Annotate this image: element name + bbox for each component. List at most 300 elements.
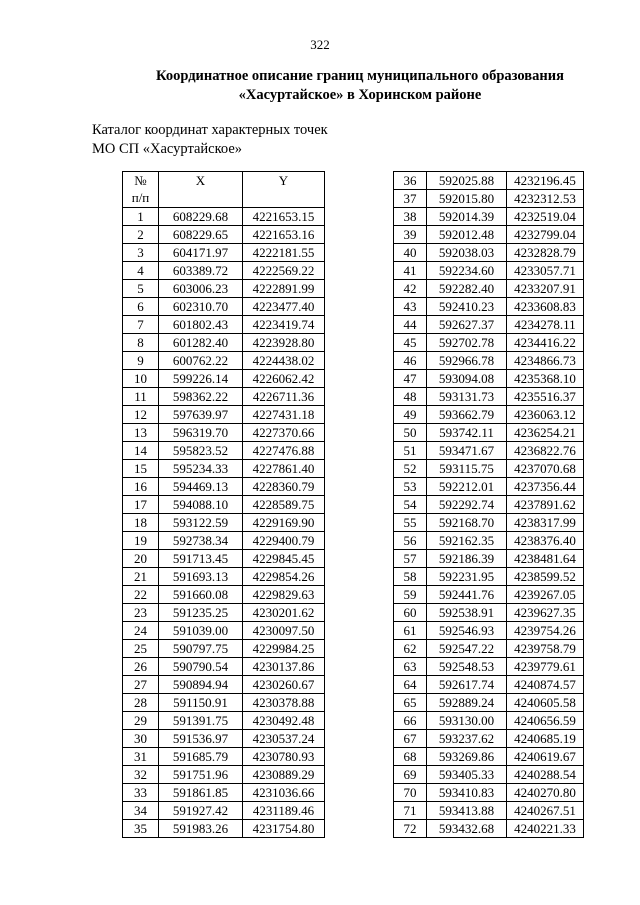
y-coordinate-cell: 4230889.29 [243, 766, 325, 784]
y-coordinate-cell: 4222181.55 [243, 244, 325, 262]
point-number-cell: 59 [394, 586, 427, 604]
x-coordinate-cell: 608229.68 [159, 208, 243, 226]
table-row [394, 550, 584, 568]
x-coordinate-cell: 592966.78 [427, 352, 507, 370]
x-coordinate-cell: 592234.60 [427, 262, 507, 280]
catalog-line-2: МО СП «Хасуртайское» [92, 141, 243, 157]
table-row [394, 532, 584, 550]
point-number-cell: 49 [394, 406, 427, 424]
point-number-cell: 69 [394, 766, 427, 784]
point-number-cell: 24 [123, 622, 159, 640]
y-coordinate-cell: 4238376.40 [507, 532, 584, 550]
y-coordinate-cell: 4230537.24 [243, 730, 325, 748]
table-row [123, 802, 325, 820]
x-coordinate-cell: 592546.93 [427, 622, 507, 640]
table-row [394, 802, 584, 820]
table-row [394, 442, 584, 460]
table-row [123, 784, 325, 802]
table-row [123, 424, 325, 442]
point-number-cell: 58 [394, 568, 427, 586]
point-number-cell: 25 [123, 640, 159, 658]
point-number-cell: 62 [394, 640, 427, 658]
x-coordinate-cell: 593130.00 [427, 712, 507, 730]
table-row [394, 640, 584, 658]
point-number-cell: 20 [123, 550, 159, 568]
x-coordinate-cell: 598362.22 [159, 388, 243, 406]
table-row [123, 640, 325, 658]
point-number-cell: 12 [123, 406, 159, 424]
x-coordinate-cell: 591150.91 [159, 694, 243, 712]
point-number-cell: 18 [123, 514, 159, 532]
y-coordinate-cell: 4232799.04 [507, 226, 584, 244]
y-coordinate-cell: 4240605.58 [507, 694, 584, 712]
point-number-cell: 5 [123, 280, 159, 298]
y-coordinate-cell: 4233608.83 [507, 298, 584, 316]
y-coordinate-cell: 4230378.88 [243, 694, 325, 712]
y-coordinate-cell: 4240874.57 [507, 676, 584, 694]
x-coordinate-cell: 597639.97 [159, 406, 243, 424]
y-coordinate-cell: 4236254.21 [507, 424, 584, 442]
header-number [123, 172, 159, 208]
y-coordinate-cell: 4230260.67 [243, 676, 325, 694]
x-coordinate-cell: 591861.85 [159, 784, 243, 802]
table-row [123, 820, 325, 838]
x-coordinate-cell: 592014.39 [427, 208, 507, 226]
table-row [123, 748, 325, 766]
y-coordinate-cell: 4229829.63 [243, 586, 325, 604]
point-number-cell: 65 [394, 694, 427, 712]
table-row [394, 658, 584, 676]
table-row [123, 586, 325, 604]
y-coordinate-cell: 4240656.59 [507, 712, 584, 730]
table-row [123, 316, 325, 334]
y-coordinate-cell: 4227370.66 [243, 424, 325, 442]
y-coordinate-cell: 4237891.62 [507, 496, 584, 514]
x-coordinate-cell: 591660.08 [159, 586, 243, 604]
point-number-cell: 8 [123, 334, 159, 352]
point-number-cell: 11 [123, 388, 159, 406]
catalog-heading [92, 121, 328, 159]
x-coordinate-cell: 592168.70 [427, 514, 507, 532]
point-number-cell: 30 [123, 730, 159, 748]
catalog-line-1: Каталог координат характерных точек [92, 122, 328, 138]
point-number-cell: 42 [394, 280, 427, 298]
table-row [123, 208, 325, 226]
x-coordinate-cell: 592702.78 [427, 334, 507, 352]
y-coordinate-cell: 4239758.79 [507, 640, 584, 658]
y-coordinate-cell: 4221653.15 [243, 208, 325, 226]
x-coordinate-cell: 601802.43 [159, 316, 243, 334]
point-number-cell: 36 [394, 172, 427, 190]
y-coordinate-cell: 4231036.66 [243, 784, 325, 802]
y-coordinate-cell: 4236063.12 [507, 406, 584, 424]
table-row [123, 712, 325, 730]
x-coordinate-cell: 599226.14 [159, 370, 243, 388]
table-row [123, 514, 325, 532]
point-number-cell: 48 [394, 388, 427, 406]
table-row [123, 370, 325, 388]
table-row [394, 622, 584, 640]
x-coordinate-cell: 603389.72 [159, 262, 243, 280]
y-coordinate-cell: 4239754.26 [507, 622, 584, 640]
table-row [394, 712, 584, 730]
x-coordinate-cell: 591983.26 [159, 820, 243, 838]
y-coordinate-cell: 4235368.10 [507, 370, 584, 388]
y-coordinate-cell: 4232196.45 [507, 172, 584, 190]
x-coordinate-cell: 592186.39 [427, 550, 507, 568]
x-coordinate-cell: 592015.80 [427, 190, 507, 208]
header-number-line-1: № [134, 173, 147, 188]
point-number-cell: 3 [123, 244, 159, 262]
x-coordinate-cell: 594088.10 [159, 496, 243, 514]
table-row [394, 460, 584, 478]
point-number-cell: 51 [394, 442, 427, 460]
point-number-cell: 15 [123, 460, 159, 478]
x-coordinate-cell: 592012.48 [427, 226, 507, 244]
y-coordinate-cell: 4227431.18 [243, 406, 325, 424]
table-row [394, 226, 584, 244]
x-coordinate-cell: 593237.62 [427, 730, 507, 748]
y-coordinate-cell: 4238599.52 [507, 568, 584, 586]
x-coordinate-cell: 592548.53 [427, 658, 507, 676]
y-coordinate-cell: 4222891.99 [243, 280, 325, 298]
point-number-cell: 66 [394, 712, 427, 730]
y-coordinate-cell: 4226062.42 [243, 370, 325, 388]
point-number-cell: 37 [394, 190, 427, 208]
point-number-cell: 47 [394, 370, 427, 388]
y-coordinate-cell: 4233057.71 [507, 262, 584, 280]
x-coordinate-cell: 596319.70 [159, 424, 243, 442]
y-coordinate-cell: 4240270.80 [507, 784, 584, 802]
y-coordinate-cell: 4240221.33 [507, 820, 584, 838]
coordinates-table-right [393, 171, 584, 838]
x-coordinate-cell: 593269.86 [427, 748, 507, 766]
table-row [394, 766, 584, 784]
point-number-cell: 26 [123, 658, 159, 676]
x-coordinate-cell: 595823.52 [159, 442, 243, 460]
x-coordinate-cell: 593094.08 [427, 370, 507, 388]
table-header-row [123, 172, 325, 208]
header-x: X [159, 172, 243, 208]
point-number-cell: 50 [394, 424, 427, 442]
point-number-cell: 34 [123, 802, 159, 820]
y-coordinate-cell: 4229400.79 [243, 532, 325, 550]
x-coordinate-cell: 592889.24 [427, 694, 507, 712]
point-number-cell: 56 [394, 532, 427, 550]
table-row [123, 730, 325, 748]
point-number-cell: 16 [123, 478, 159, 496]
x-coordinate-cell: 591693.13 [159, 568, 243, 586]
table-row [394, 262, 584, 280]
y-coordinate-cell: 4231754.80 [243, 820, 325, 838]
point-number-cell: 55 [394, 514, 427, 532]
table-row [394, 424, 584, 442]
x-coordinate-cell: 592292.74 [427, 496, 507, 514]
page-number: 322 [310, 37, 330, 52]
x-coordinate-cell: 593131.73 [427, 388, 507, 406]
table-row [394, 478, 584, 496]
table-row [123, 658, 325, 676]
point-number-cell: 1 [123, 208, 159, 226]
table-row [394, 298, 584, 316]
y-coordinate-cell: 4229169.90 [243, 514, 325, 532]
table-row [394, 496, 584, 514]
point-number-cell: 27 [123, 676, 159, 694]
table-row [123, 334, 325, 352]
table-row [123, 262, 325, 280]
table-row [394, 172, 584, 190]
y-coordinate-cell: 4226711.36 [243, 388, 325, 406]
x-coordinate-cell: 591536.97 [159, 730, 243, 748]
table-row [394, 730, 584, 748]
table-row [123, 460, 325, 478]
point-number-cell: 9 [123, 352, 159, 370]
table-row [394, 370, 584, 388]
y-coordinate-cell: 4228360.79 [243, 478, 325, 496]
point-number-cell: 53 [394, 478, 427, 496]
table-row [394, 586, 584, 604]
point-number-cell: 38 [394, 208, 427, 226]
y-coordinate-cell: 4223477.40 [243, 298, 325, 316]
document-title [0, 67, 640, 105]
table-row [123, 622, 325, 640]
point-number-cell: 33 [123, 784, 159, 802]
table-row [394, 352, 584, 370]
point-number-cell: 52 [394, 460, 427, 478]
point-number-cell: 17 [123, 496, 159, 514]
table-row [394, 280, 584, 298]
point-number-cell: 7 [123, 316, 159, 334]
y-coordinate-cell: 4221653.16 [243, 226, 325, 244]
table-row [394, 676, 584, 694]
y-coordinate-cell: 4237070.68 [507, 460, 584, 478]
y-coordinate-cell: 4240267.51 [507, 802, 584, 820]
table-row [123, 532, 325, 550]
point-number-cell: 22 [123, 586, 159, 604]
x-coordinate-cell: 591713.45 [159, 550, 243, 568]
y-coordinate-cell: 4227861.40 [243, 460, 325, 478]
point-number-cell: 57 [394, 550, 427, 568]
y-coordinate-cell: 4228589.75 [243, 496, 325, 514]
y-coordinate-cell: 4237356.44 [507, 478, 584, 496]
point-number-cell: 64 [394, 676, 427, 694]
y-coordinate-cell: 4234416.22 [507, 334, 584, 352]
x-coordinate-cell: 592162.35 [427, 532, 507, 550]
y-coordinate-cell: 4239627.35 [507, 604, 584, 622]
y-coordinate-cell: 4240685.19 [507, 730, 584, 748]
table-row [394, 604, 584, 622]
header-number-line-2: п/п [131, 190, 150, 205]
x-coordinate-cell: 591391.75 [159, 712, 243, 730]
y-coordinate-cell: 4223928.80 [243, 334, 325, 352]
y-coordinate-cell: 4230201.62 [243, 604, 325, 622]
x-coordinate-cell: 592441.76 [427, 586, 507, 604]
point-number-cell: 2 [123, 226, 159, 244]
point-number-cell: 43 [394, 298, 427, 316]
x-coordinate-cell: 592627.37 [427, 316, 507, 334]
y-coordinate-cell: 4232519.04 [507, 208, 584, 226]
table-row [394, 694, 584, 712]
x-coordinate-cell: 600762.22 [159, 352, 243, 370]
x-coordinate-cell: 593405.33 [427, 766, 507, 784]
x-coordinate-cell: 593662.79 [427, 406, 507, 424]
point-number-cell: 19 [123, 532, 159, 550]
table-row [394, 568, 584, 586]
y-coordinate-cell: 4240619.67 [507, 748, 584, 766]
table-row [123, 550, 325, 568]
y-coordinate-cell: 4230097.50 [243, 622, 325, 640]
point-number-cell: 71 [394, 802, 427, 820]
table-row [123, 388, 325, 406]
title-line-2: «Хасуртайское» в Хоринском районе [238, 87, 482, 103]
x-coordinate-cell: 592547.22 [427, 640, 507, 658]
point-number-cell: 14 [123, 442, 159, 460]
x-coordinate-cell: 603006.23 [159, 280, 243, 298]
coordinates-table-left [122, 171, 325, 838]
table-row [123, 226, 325, 244]
point-number-cell: 68 [394, 748, 427, 766]
table-row [123, 568, 325, 586]
table-row [394, 316, 584, 334]
x-coordinate-cell: 601282.40 [159, 334, 243, 352]
point-number-cell: 61 [394, 622, 427, 640]
point-number-cell: 4 [123, 262, 159, 280]
point-number-cell: 72 [394, 820, 427, 838]
table-row [394, 748, 584, 766]
table-row [123, 352, 325, 370]
point-number-cell: 67 [394, 730, 427, 748]
table-row [123, 604, 325, 622]
y-coordinate-cell: 4232312.53 [507, 190, 584, 208]
x-coordinate-cell: 593432.68 [427, 820, 507, 838]
x-coordinate-cell: 591751.96 [159, 766, 243, 784]
point-number-cell: 28 [123, 694, 159, 712]
y-coordinate-cell: 4224438.02 [243, 352, 325, 370]
x-coordinate-cell: 593742.11 [427, 424, 507, 442]
x-coordinate-cell: 591039.00 [159, 622, 243, 640]
header-y: Y [243, 172, 325, 208]
table-row [394, 208, 584, 226]
x-coordinate-cell: 592212.01 [427, 478, 507, 496]
table-row [394, 334, 584, 352]
x-coordinate-cell: 592410.23 [427, 298, 507, 316]
x-coordinate-cell: 595234.33 [159, 460, 243, 478]
point-number-cell: 40 [394, 244, 427, 262]
y-coordinate-cell: 4240288.54 [507, 766, 584, 784]
point-number-cell: 60 [394, 604, 427, 622]
point-number-cell: 10 [123, 370, 159, 388]
point-number-cell: 6 [123, 298, 159, 316]
y-coordinate-cell: 4229984.25 [243, 640, 325, 658]
point-number-cell: 41 [394, 262, 427, 280]
y-coordinate-cell: 4231189.46 [243, 802, 325, 820]
point-number-cell: 31 [123, 748, 159, 766]
x-coordinate-cell: 592231.95 [427, 568, 507, 586]
x-coordinate-cell: 593122.59 [159, 514, 243, 532]
y-coordinate-cell: 4230492.48 [243, 712, 325, 730]
x-coordinate-cell: 591685.79 [159, 748, 243, 766]
x-coordinate-cell: 592617.74 [427, 676, 507, 694]
y-coordinate-cell: 4236822.76 [507, 442, 584, 460]
point-number-cell: 46 [394, 352, 427, 370]
x-coordinate-cell: 602310.70 [159, 298, 243, 316]
table-row [394, 244, 584, 262]
y-coordinate-cell: 4235516.37 [507, 388, 584, 406]
y-coordinate-cell: 4229854.26 [243, 568, 325, 586]
y-coordinate-cell: 4239779.61 [507, 658, 584, 676]
table-row [394, 784, 584, 802]
point-number-cell: 23 [123, 604, 159, 622]
point-number-cell: 35 [123, 820, 159, 838]
title-line-1: Координатное описание границ муниципального образования [156, 68, 564, 84]
table-row [123, 478, 325, 496]
point-number-cell: 45 [394, 334, 427, 352]
y-coordinate-cell: 4232828.79 [507, 244, 584, 262]
table-row [123, 244, 325, 262]
x-coordinate-cell: 593413.88 [427, 802, 507, 820]
table-row [394, 820, 584, 838]
x-coordinate-cell: 592738.34 [159, 532, 243, 550]
point-number-cell: 21 [123, 568, 159, 586]
x-coordinate-cell: 593471.67 [427, 442, 507, 460]
point-number-cell: 70 [394, 784, 427, 802]
x-coordinate-cell: 593115.75 [427, 460, 507, 478]
y-coordinate-cell: 4234866.73 [507, 352, 584, 370]
table-row [123, 442, 325, 460]
x-coordinate-cell: 590894.94 [159, 676, 243, 694]
y-coordinate-cell: 4238481.64 [507, 550, 584, 568]
point-number-cell: 63 [394, 658, 427, 676]
x-coordinate-cell: 590797.75 [159, 640, 243, 658]
table-row [123, 676, 325, 694]
x-coordinate-cell: 590790.54 [159, 658, 243, 676]
y-coordinate-cell: 4229845.45 [243, 550, 325, 568]
table-row [123, 496, 325, 514]
y-coordinate-cell: 4222569.22 [243, 262, 325, 280]
x-coordinate-cell: 593410.83 [427, 784, 507, 802]
point-number-cell: 29 [123, 712, 159, 730]
table-row [394, 190, 584, 208]
y-coordinate-cell: 4223419.74 [243, 316, 325, 334]
table-row [394, 514, 584, 532]
x-coordinate-cell: 592038.03 [427, 244, 507, 262]
x-coordinate-cell: 591235.25 [159, 604, 243, 622]
table-row [123, 280, 325, 298]
point-number-cell: 54 [394, 496, 427, 514]
point-number-cell: 32 [123, 766, 159, 784]
point-number-cell: 39 [394, 226, 427, 244]
x-coordinate-cell: 591927.42 [159, 802, 243, 820]
y-coordinate-cell: 4233207.91 [507, 280, 584, 298]
table-row [123, 298, 325, 316]
table-row [123, 694, 325, 712]
x-coordinate-cell: 608229.65 [159, 226, 243, 244]
y-coordinate-cell: 4234278.11 [507, 316, 584, 334]
point-number-cell: 44 [394, 316, 427, 334]
y-coordinate-cell: 4227476.88 [243, 442, 325, 460]
y-coordinate-cell: 4230780.93 [243, 748, 325, 766]
y-coordinate-cell: 4239267.05 [507, 586, 584, 604]
x-coordinate-cell: 592282.40 [427, 280, 507, 298]
x-coordinate-cell: 604171.97 [159, 244, 243, 262]
table-row [123, 766, 325, 784]
x-coordinate-cell: 594469.13 [159, 478, 243, 496]
y-coordinate-cell: 4238317.99 [507, 514, 584, 532]
x-coordinate-cell: 592538.91 [427, 604, 507, 622]
point-number-cell: 13 [123, 424, 159, 442]
table-row [123, 406, 325, 424]
y-coordinate-cell: 4230137.86 [243, 658, 325, 676]
